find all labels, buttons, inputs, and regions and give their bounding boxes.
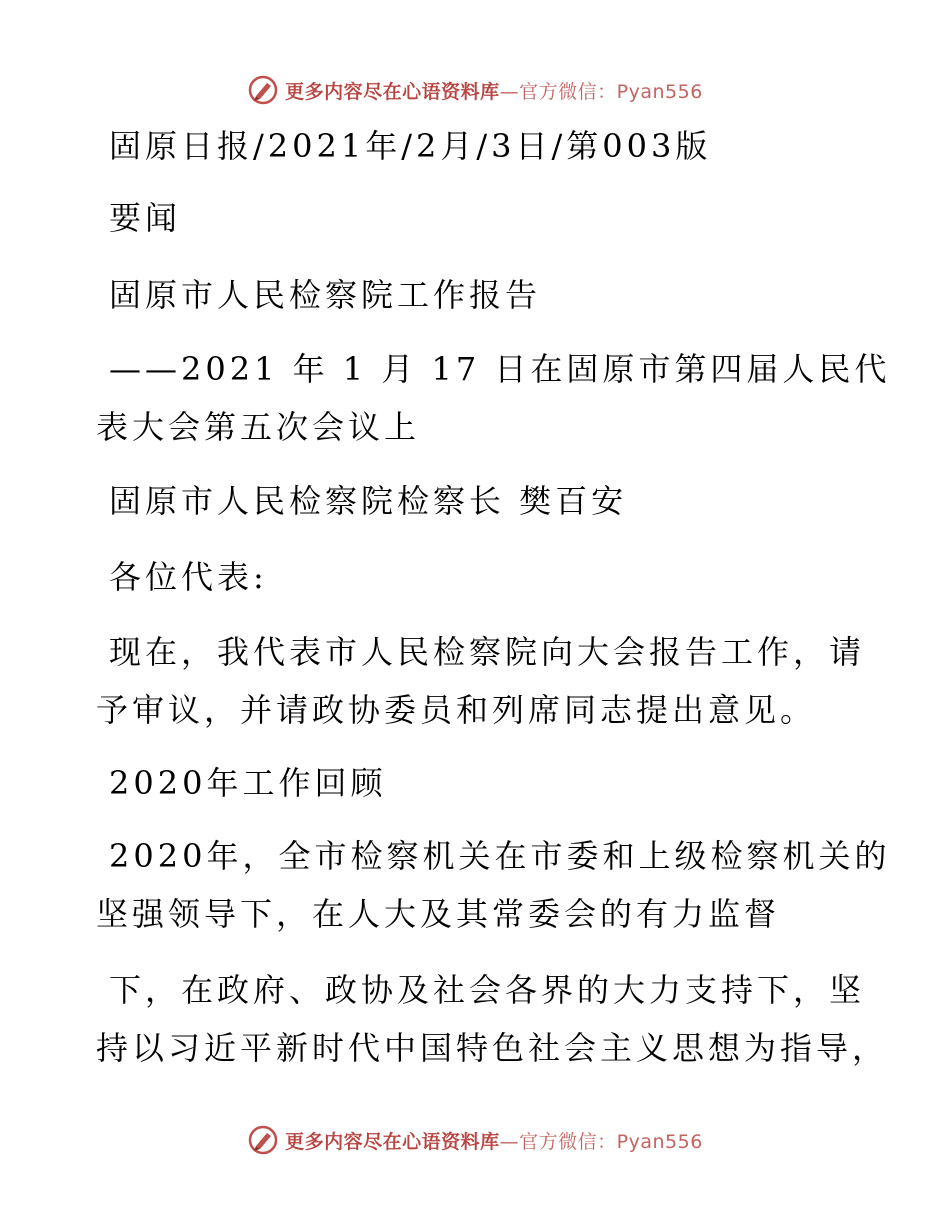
report-title: 固原市人民检察院工作报告 (109, 276, 542, 314)
paragraph-intro-line-2: 予审议，并请政协委员和列席同志提出意见。 (96, 691, 817, 729)
paragraph-2020-line-4: 持以习近平新时代中国特色社会主义思想为指导， (96, 1029, 889, 1067)
paragraph-2020-line-1: 2020年，全市检察机关在市委和上级检察机关的 (109, 837, 891, 875)
paragraph-2020-line-2: 坚强领导下，在人大及其常委会的有力监督 (96, 895, 781, 933)
section-label: 要闻 (109, 199, 182, 237)
watermark-header (0, 70, 950, 110)
report-author: 固原市人民检察院检察长 樊百安 (109, 482, 628, 520)
paragraph-2020-line-3: 下，在政府、政协及社会各界的大力支持下，坚 (109, 971, 866, 1009)
watermark-text: 更多内容尽在心语资料库—官方微信：Pyan556 (285, 1130, 703, 1153)
report-subtitle-line-2: 表大会第五次会议上 (96, 408, 421, 446)
watermark-text: 更多内容尽在心语资料库—官方微信：Pyan556 (285, 80, 703, 103)
salutation: 各位代表: (109, 558, 268, 596)
pen-logo-icon (247, 74, 279, 106)
watermark-footer (0, 1120, 950, 1160)
report-subtitle-line-1: ——2021 年 1 月 17 日在固原市第四届人民代 (109, 350, 891, 388)
pen-logo-icon (247, 1124, 279, 1156)
newspaper-source-line: 固原日报/2021年/2月/3日/第003版 (109, 127, 712, 165)
paragraph-intro-line-1: 现在，我代表市人民检察院向大会报告工作，请 (109, 633, 866, 671)
section-heading-2020-review: 2020年工作回顾 (109, 764, 387, 802)
